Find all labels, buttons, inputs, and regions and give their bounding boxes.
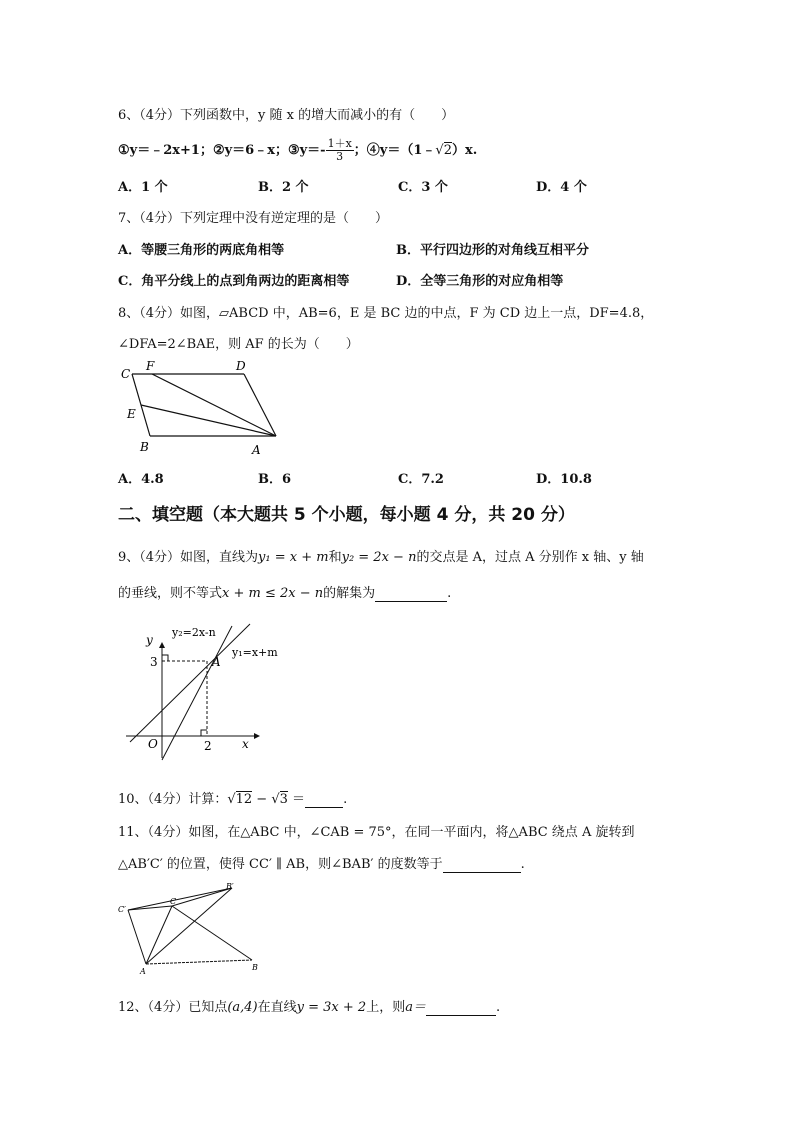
q8-label-c: C — [121, 367, 131, 381]
q9-label-y2: y₂=2x-n — [172, 626, 216, 639]
q6-option-d[interactable]: D．4 个 — [536, 180, 587, 195]
q9-label-three: 3 — [150, 655, 158, 669]
q6-option-a[interactable]: A．1 个 — [118, 180, 168, 195]
q11-label-b-prime: B′ — [226, 882, 234, 891]
q8-label-e: E — [127, 407, 136, 421]
q11-label-c-prime: C′ — [118, 905, 126, 914]
q12-stem: 12、（4分）已知点(a,4)在直线y = 3x + 2上，则a＝ . — [118, 1000, 501, 1015]
q9-graph-figure — [118, 616, 288, 766]
q8-option-d[interactable]: D．10.8 — [536, 472, 592, 487]
q8-label-d: D — [236, 359, 246, 373]
q8-label-b: B — [140, 440, 149, 454]
q11-label-a: A — [140, 967, 146, 976]
q8-parallelogram-figure — [118, 356, 278, 460]
q7-stem: 7、（4分）下列定理中没有逆定理的是（ ） — [118, 211, 389, 226]
q11-label-c: C — [170, 897, 177, 906]
q6-option-b[interactable]: B．2 个 — [258, 180, 309, 195]
q12-point: (a,4) — [227, 1000, 258, 1015]
q9-label-y1: y₁=x+m — [232, 646, 278, 659]
section-2-title: 二、填空题（本大题共 5 个小题，每小题 4 分，共 20 分） — [118, 505, 575, 525]
q6-stem: 6、（4分）下列函数中，y 随 x 的增大而减小的有（ ） — [118, 108, 455, 123]
q8-stem-line1: 8、（4分）如图，▱ABCD 中，AB=6，E 是 BC 边的中点，F 为 CD 边上一点，DF=4.8， — [118, 306, 654, 321]
q8-option-c[interactable]: C．7.2 — [398, 472, 444, 487]
q9-label-y-axis: y — [146, 633, 153, 647]
q8-label-a: A — [252, 443, 261, 457]
q10-answer-blank[interactable] — [305, 792, 343, 808]
q12-answer-blank[interactable] — [426, 1000, 496, 1016]
q9-eq-1: y₁ = x + m — [258, 550, 329, 565]
q6-func-3: ③y＝- $\frac{1+x}{3}$ ； — [287, 137, 367, 163]
q10-stem: 10、（4分）计算：√12 − √3 ＝ . — [118, 792, 348, 807]
q9-stem-line2: 的垂线，则不等式x + m ≤ 2x − n的解集为 . — [118, 586, 452, 601]
q7-option-c[interactable]: C．角平分线上的点到角两边的距离相等 — [118, 274, 350, 289]
q7-option-d[interactable]: D．全等三角形的对应角相等 — [396, 274, 564, 289]
q7-option-b[interactable]: B．平行四边形的对角线互相平分 — [396, 243, 589, 258]
q6-func-4: ④y＝（1﹣√2）x. — [366, 143, 478, 158]
q6-func-2: ②y＝6﹣x； — [212, 143, 288, 158]
q9-stem-line1: 9、（4分）如图，直线为y₁ = x + m和y₂ = 2x − n的交点是 A，过点 A 分别作 x 轴、y 轴 — [118, 550, 644, 565]
q9-label-two: 2 — [204, 739, 212, 753]
q9-answer-blank[interactable] — [375, 586, 447, 602]
q11-answer-blank[interactable] — [443, 857, 521, 873]
q6-option-c[interactable]: C．3 个 — [398, 180, 448, 195]
q6-func-1: ①y＝﹣2x+1； — [118, 143, 213, 158]
q9-label-x-axis: x — [242, 737, 249, 751]
q9-label-a: A — [212, 655, 221, 669]
q11-rotation-figure — [114, 880, 274, 978]
q8-stem-line2: ∠DFA=2∠BAE，则 AF 的长为（ ） — [118, 337, 359, 352]
q7-option-a[interactable]: A．等腰三角形的两底角相等 — [118, 243, 285, 258]
q8-option-a[interactable]: A．4.8 — [118, 472, 164, 487]
q6-functions — [118, 138, 477, 163]
q8-label-f: F — [146, 359, 155, 373]
q8-option-b[interactable]: B．6 — [258, 472, 292, 487]
q9-label-origin: O — [148, 737, 158, 751]
q11-label-b: B — [252, 963, 258, 972]
q12-line-equation: y = 3x + 2 — [296, 1000, 367, 1015]
q11-stem-line1: 11、（4分）如图，在△ABC 中，∠CAB = 75°，在同一平面内，将△ABC 绕点 A 旋转到 — [118, 825, 635, 840]
q9-inequality: x + m ≤ 2x − n — [222, 586, 324, 601]
q9-eq-2: y₂ = 2x − n — [341, 550, 417, 565]
q11-stem-line2: △AB′C′ 的位置，使得 CC′ ∥ AB，则∠BAB′ 的度数等于 . — [118, 857, 525, 872]
